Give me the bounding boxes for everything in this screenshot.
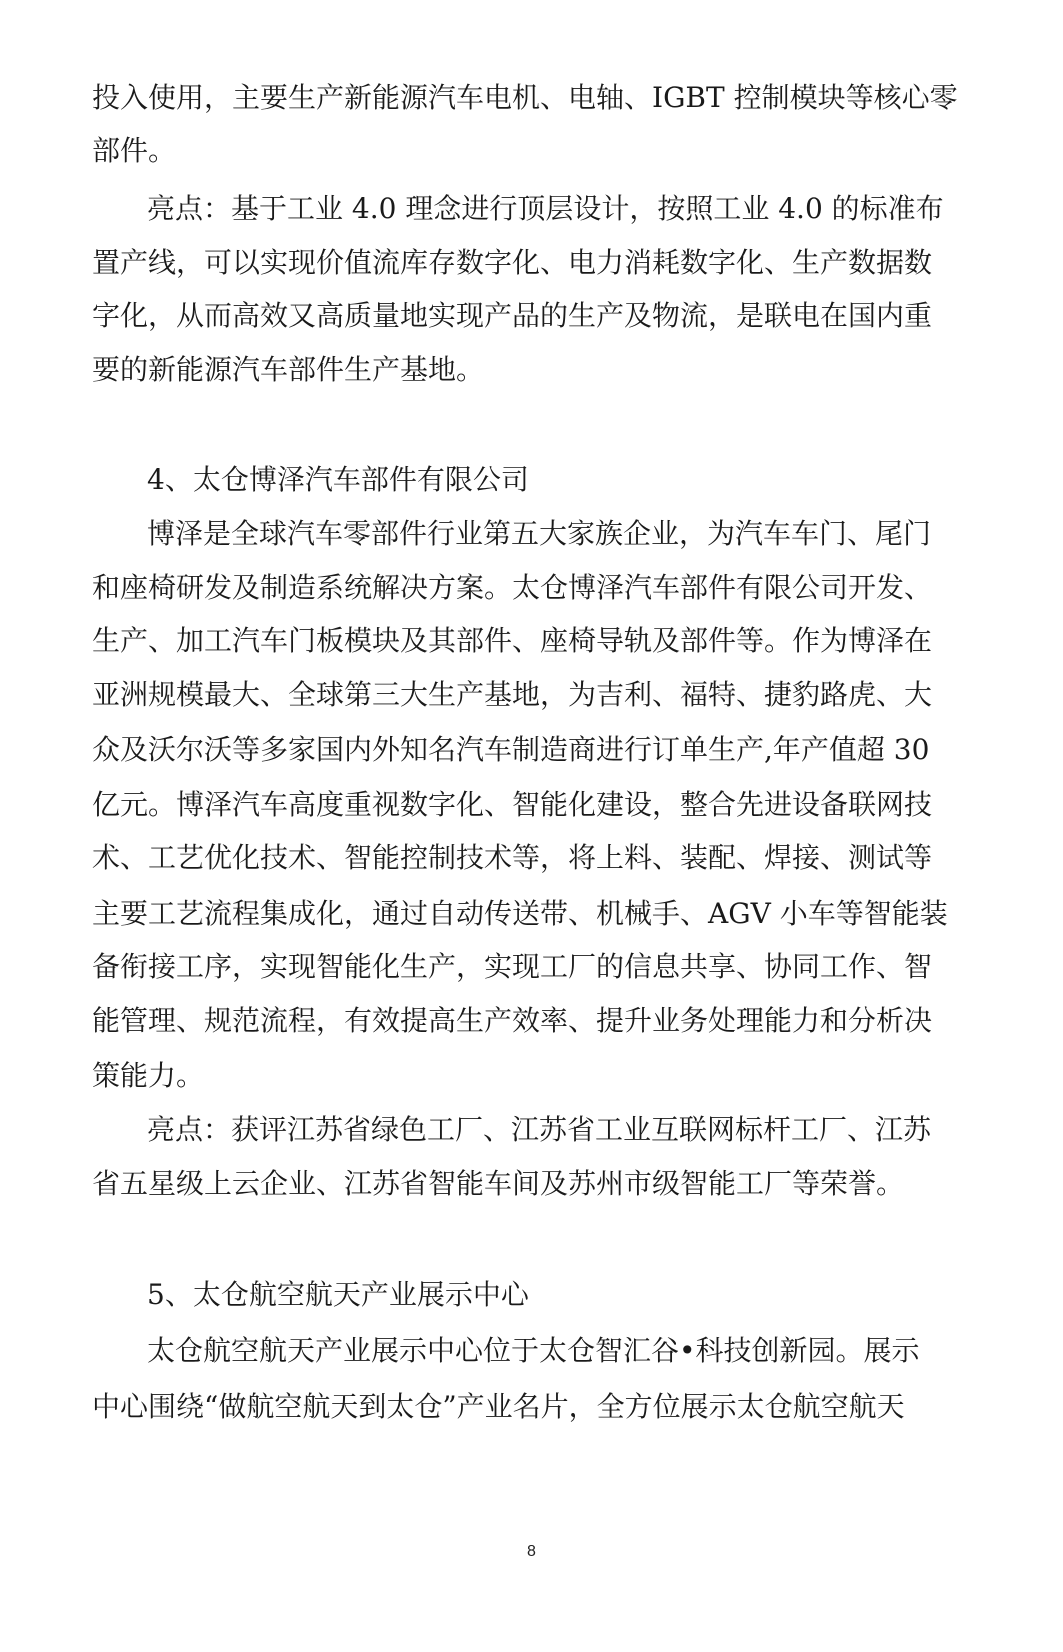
text-line: 生产、加工汽车门板模块及其部件、座椅导轨及部件等。作为博泽在 — [92, 624, 933, 657]
text-line: 众及沃尔沃等多家国内外知名汽车制造商进行订单生产,年产值超 30 — [92, 733, 930, 766]
text-line: 亮点：基于工业 4.0 理念进行顶层设计，按照工业 4.0 的标准布 — [147, 192, 944, 225]
text-line: 中心围绕“做航空航天到太仓”产业名片，全方位展示太仓航空航天 — [92, 1390, 905, 1423]
text-line: 亚洲规模最大、全球第三大生产基地，为吉利、福特、捷豹路虎、大 — [92, 678, 933, 711]
text-line: 主要工艺流程集成化，通过自动传送带、机械手、AGV 小车等智能装 — [92, 897, 948, 930]
text-line: 字化，从而高效又高质量地实现产品的生产及物流，是联电在国内重 — [92, 299, 933, 332]
text-line: 投入使用，主要生产新能源汽车电机、电轴、IGBT 控制模块等核心零 — [92, 81, 958, 114]
page-number: 8 — [527, 1543, 536, 1560]
text-line: 博泽是全球汽车零部件行业第五大家族企业，为汽车车门、尾门 — [147, 517, 932, 550]
section-heading: 4、太仓博泽汽车部件有限公司 — [147, 463, 529, 496]
text-line: 亮点：获评江苏省绿色工厂、江苏省工业互联网标杆工厂、江苏 — [147, 1113, 932, 1146]
text-line: 术、工艺优化技术、智能控制技术等，将上料、装配、焊接、测试等 — [92, 841, 933, 874]
text-line: 亿元。博泽汽车高度重视数字化、智能化建设，整合先进设备联网技 — [92, 788, 933, 821]
text-line: 置产线，可以实现价值流库存数字化、电力消耗数字化、生产数据数 — [92, 246, 933, 279]
text-line: 备衔接工序，实现智能化生产，实现工厂的信息共享、协同工作、智 — [92, 950, 933, 983]
text-line: 能管理、规范流程，有效提高生产效率、提升业务处理能力和分析决 — [92, 1004, 933, 1037]
text-line: 省五星级上云企业、江苏省智能车间及苏州市级智能工厂等荣誉。 — [92, 1167, 905, 1200]
text-line: 部件。 — [92, 134, 177, 167]
text-line: 要的新能源汽车部件生产基地。 — [92, 353, 485, 386]
text-line: 和座椅研发及制造系统解决方案。太仓博泽汽车部件有限公司开发、 — [92, 571, 933, 604]
text-line: 太仓航空航天产业展示中心位于太仓智汇谷•科技创新园。展示 — [147, 1334, 920, 1367]
text-line: 策能力。 — [92, 1059, 205, 1092]
section-heading: 5、太仓航空航天产业展示中心 — [147, 1278, 529, 1311]
